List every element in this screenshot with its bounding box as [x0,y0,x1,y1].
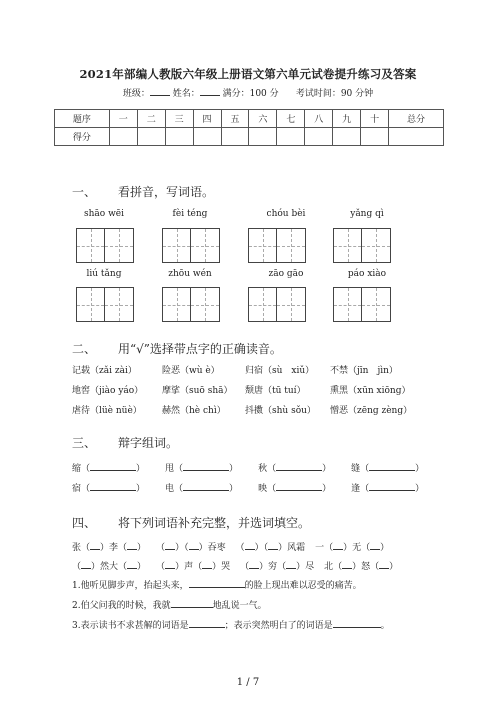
idiom-text: ）风霜 [278,543,306,553]
section-3-number: 三、 [72,436,97,450]
answer-blank[interactable] [369,462,415,471]
reading-item[interactable]: 地窖（jiào yáo） [72,386,144,396]
idiom-fill-row [72,559,398,572]
word-group-char: 甩（ [165,464,184,474]
section-3-title: 辩字组词。 [118,436,179,450]
answer-blank[interactable] [127,560,137,569]
sentence-2 [72,598,267,611]
section-2-title: 用“√”选择带点字的正确读音。 [118,342,282,356]
writing-grid[interactable] [333,228,391,263]
name-label: 姓名： [172,89,200,99]
writing-grid[interactable] [162,287,220,322]
word-group-item [165,464,238,474]
idiom-text: （ [235,543,245,553]
idiom-text: ） [137,562,147,572]
close-paren: ） [136,484,146,494]
answer-blank[interactable] [183,462,229,471]
score-header-cell: 七 [277,110,305,128]
idiom-text: 一（ [315,543,334,553]
reading-item[interactable]: 熏黑（xūn xiōng） [330,386,411,396]
close-paren: ） [415,464,425,474]
idiom-text: （ [72,562,82,572]
page-title: 2021年部编人教版六年级上册语文第六单元试卷提升练习及答案 [79,67,417,81]
idiom-text: ）怒（ [352,562,380,572]
reading-item[interactable]: 摩挲（suō shā） [162,386,233,396]
score-cell[interactable] [109,128,137,146]
name-blank[interactable] [200,86,220,96]
pinyin-2: fèi téng [172,209,208,219]
answer-blank[interactable] [189,579,245,588]
idiom-text: 张（ [72,543,91,553]
answer-blank[interactable] [370,541,380,550]
score-header-cell: 八 [305,110,333,128]
section-2-heading [72,340,282,357]
score-cell[interactable] [361,128,389,146]
idiom-text: （ [156,543,166,553]
word-group-row [72,481,424,494]
pinyin-3: chóu bèi [266,209,306,219]
idiom-text: （ [156,562,166,572]
word-group-char: 秋（ [258,464,277,474]
close-paren: ） [322,464,332,474]
close-paren: ） [322,484,332,494]
idiom-text: ）吞枣 [198,543,226,553]
idiom-text: 北（ [324,562,343,572]
word-group-char: 映（ [258,484,277,494]
score-header-cell: 一 [109,110,137,128]
reading-item[interactable]: 归宿（sù xiǔ） [245,366,315,376]
score-cell[interactable] [221,128,249,146]
close-paren: ） [415,484,425,494]
sentence-text: 。 [380,621,390,631]
answer-blank[interactable] [276,462,322,471]
score-header-cell: 六 [249,110,277,128]
sentence-text: 2.伯父问我的时候，我就 [72,601,171,611]
sentence-text: ；表示突然明白了的词语是 [224,621,333,631]
answer-blank[interactable] [333,541,343,550]
score-table-row [55,128,444,146]
section-4-number: 四、 [72,516,97,530]
sentence-1 [72,578,362,591]
close-paren: ） [136,464,146,474]
word-group-char: 缩（ [72,464,91,474]
answer-blank[interactable] [333,619,381,628]
answer-blank[interactable] [286,560,296,569]
answer-blank[interactable] [189,619,225,628]
reading-item[interactable]: 险恶（wù è） [162,366,220,376]
score-header-cell: 五 [221,110,249,128]
answer-blank[interactable] [342,560,352,569]
answer-blank[interactable] [81,560,91,569]
score-header-cell: 三 [165,110,193,128]
section-4-heading [72,514,310,531]
answer-blank[interactable] [276,482,322,491]
word-group-char: 宿（ [72,484,91,494]
sentence-text: 1.他听见脚步声，抬起头来， [72,581,189,591]
score-header-cell: 四 [193,110,221,128]
reading-item[interactable]: 赫然（hè chì） [162,406,226,416]
answer-blank[interactable] [171,599,213,608]
score-cell[interactable] [305,128,333,146]
score-header-cell: 总分 [389,110,444,128]
section-4-title: 将下列词语补充完整，并选词填空。 [118,516,311,530]
answer-blank[interactable] [183,482,229,491]
answer-blank[interactable] [245,541,255,550]
idiom-text: ）尽 [296,562,315,572]
pinyin-8: páo xiào [347,269,387,279]
exam-meta [0,86,496,99]
word-group-item [351,484,424,494]
score-table [54,109,444,146]
close-paren: ） [229,484,239,494]
section-2-number: 二、 [72,342,97,356]
idiom-text: （ [240,562,250,572]
writing-grid[interactable] [162,228,220,263]
word-group-item [72,484,145,494]
class-blank[interactable] [150,86,170,96]
section-1-title: 看拼音，写词语。 [118,185,215,199]
sentence-text: 的脸上现出难以忍受的痛苦。 [244,581,362,591]
idiom-text: ） [380,543,390,553]
score-cell[interactable] [249,128,277,146]
page-number: 1 / 7 [236,677,260,688]
score-table-header [55,110,444,128]
writing-grid[interactable] [333,287,391,322]
score-header-cell: 题序 [55,110,110,128]
word-group-item [258,464,331,474]
pinyin-7: zāo gāo [268,269,304,279]
word-group-item [351,464,424,474]
idiom-text: ） [137,543,147,553]
answer-blank[interactable] [90,541,100,550]
score-cell[interactable] [277,128,305,146]
word-group-item [258,484,331,494]
idiom-text: ） [389,562,399,572]
pinyin-4: yǎng qì [350,209,384,219]
word-group-item [72,464,145,474]
answer-blank[interactable] [202,560,212,569]
section-3-heading [72,434,178,451]
reading-item[interactable]: 记载（zǎi zài） [72,366,137,376]
score-cell[interactable] [165,128,193,146]
reading-item[interactable]: 虐待（lüè nüè） [72,406,142,416]
reading-item[interactable]: 抖擞（shù sǒu） [245,406,316,416]
score-cell[interactable] [333,128,361,146]
idiom-text: ）穷（ [259,562,287,572]
answer-blank[interactable] [90,482,136,491]
word-group-char: 电（ [165,484,184,494]
answer-blank[interactable] [369,482,415,491]
answer-blank[interactable] [165,541,175,550]
score-cell[interactable] [193,128,221,146]
reading-item[interactable]: 憎恶（zēng zèng） [330,406,413,416]
writing-grid[interactable] [76,287,134,322]
word-group-char: 逢（ [351,484,370,494]
answer-blank[interactable] [249,560,259,569]
score-cell[interactable] [389,128,444,146]
answer-blank[interactable] [165,560,175,569]
idiom-text: ）哭 [212,562,231,572]
section-1-heading [72,183,214,200]
idiom-text: ）（ [175,543,189,553]
pinyin-5: liú tǎng [86,269,122,279]
score-row-label: 得分 [55,128,110,146]
idiom-text: ）李（ [100,543,128,553]
score-cell[interactable] [137,128,165,146]
answer-blank[interactable] [379,560,389,569]
reading-item[interactable]: 颓唐（tū tuí） [245,386,306,396]
idiom-text: ）声（ [175,562,203,572]
writing-grid[interactable] [248,287,306,322]
word-group-char: 缝（ [351,464,370,474]
class-label: 班级： [122,89,150,99]
sentence-text: 3.表示读书不求甚解的词语是 [72,621,189,631]
idiom-text: ）无（ [343,543,371,553]
close-paren: ） [229,464,239,474]
idiom-fill-row [72,540,389,553]
time-label: 考试时间：90 分钟 [295,89,374,99]
idiom-text: ）然大（ [91,562,128,572]
answer-blank[interactable] [189,541,199,550]
writing-grid[interactable] [76,228,134,263]
reading-item[interactable]: 不禁（jīn jìn） [330,366,398,376]
sentence-3 [72,618,390,631]
idiom-text: ）（ [254,543,269,553]
answer-blank[interactable] [127,541,137,550]
pinyin-1: shāo wēi [84,209,124,219]
word-group-item [165,484,238,494]
writing-grid[interactable] [248,228,306,263]
section-1-number: 一、 [72,185,97,199]
sentence-text: 地乱说一气。 [212,601,267,611]
score-header-cell: 二 [137,110,165,128]
pinyin-6: zhōu wén [168,269,212,279]
answer-blank[interactable] [268,541,278,550]
score-label: 满分：100 分 [222,89,279,99]
answer-blank[interactable] [90,462,136,471]
score-header-cell: 九 [333,110,361,128]
score-header-cell: 十 [361,110,389,128]
word-group-row [72,461,424,474]
